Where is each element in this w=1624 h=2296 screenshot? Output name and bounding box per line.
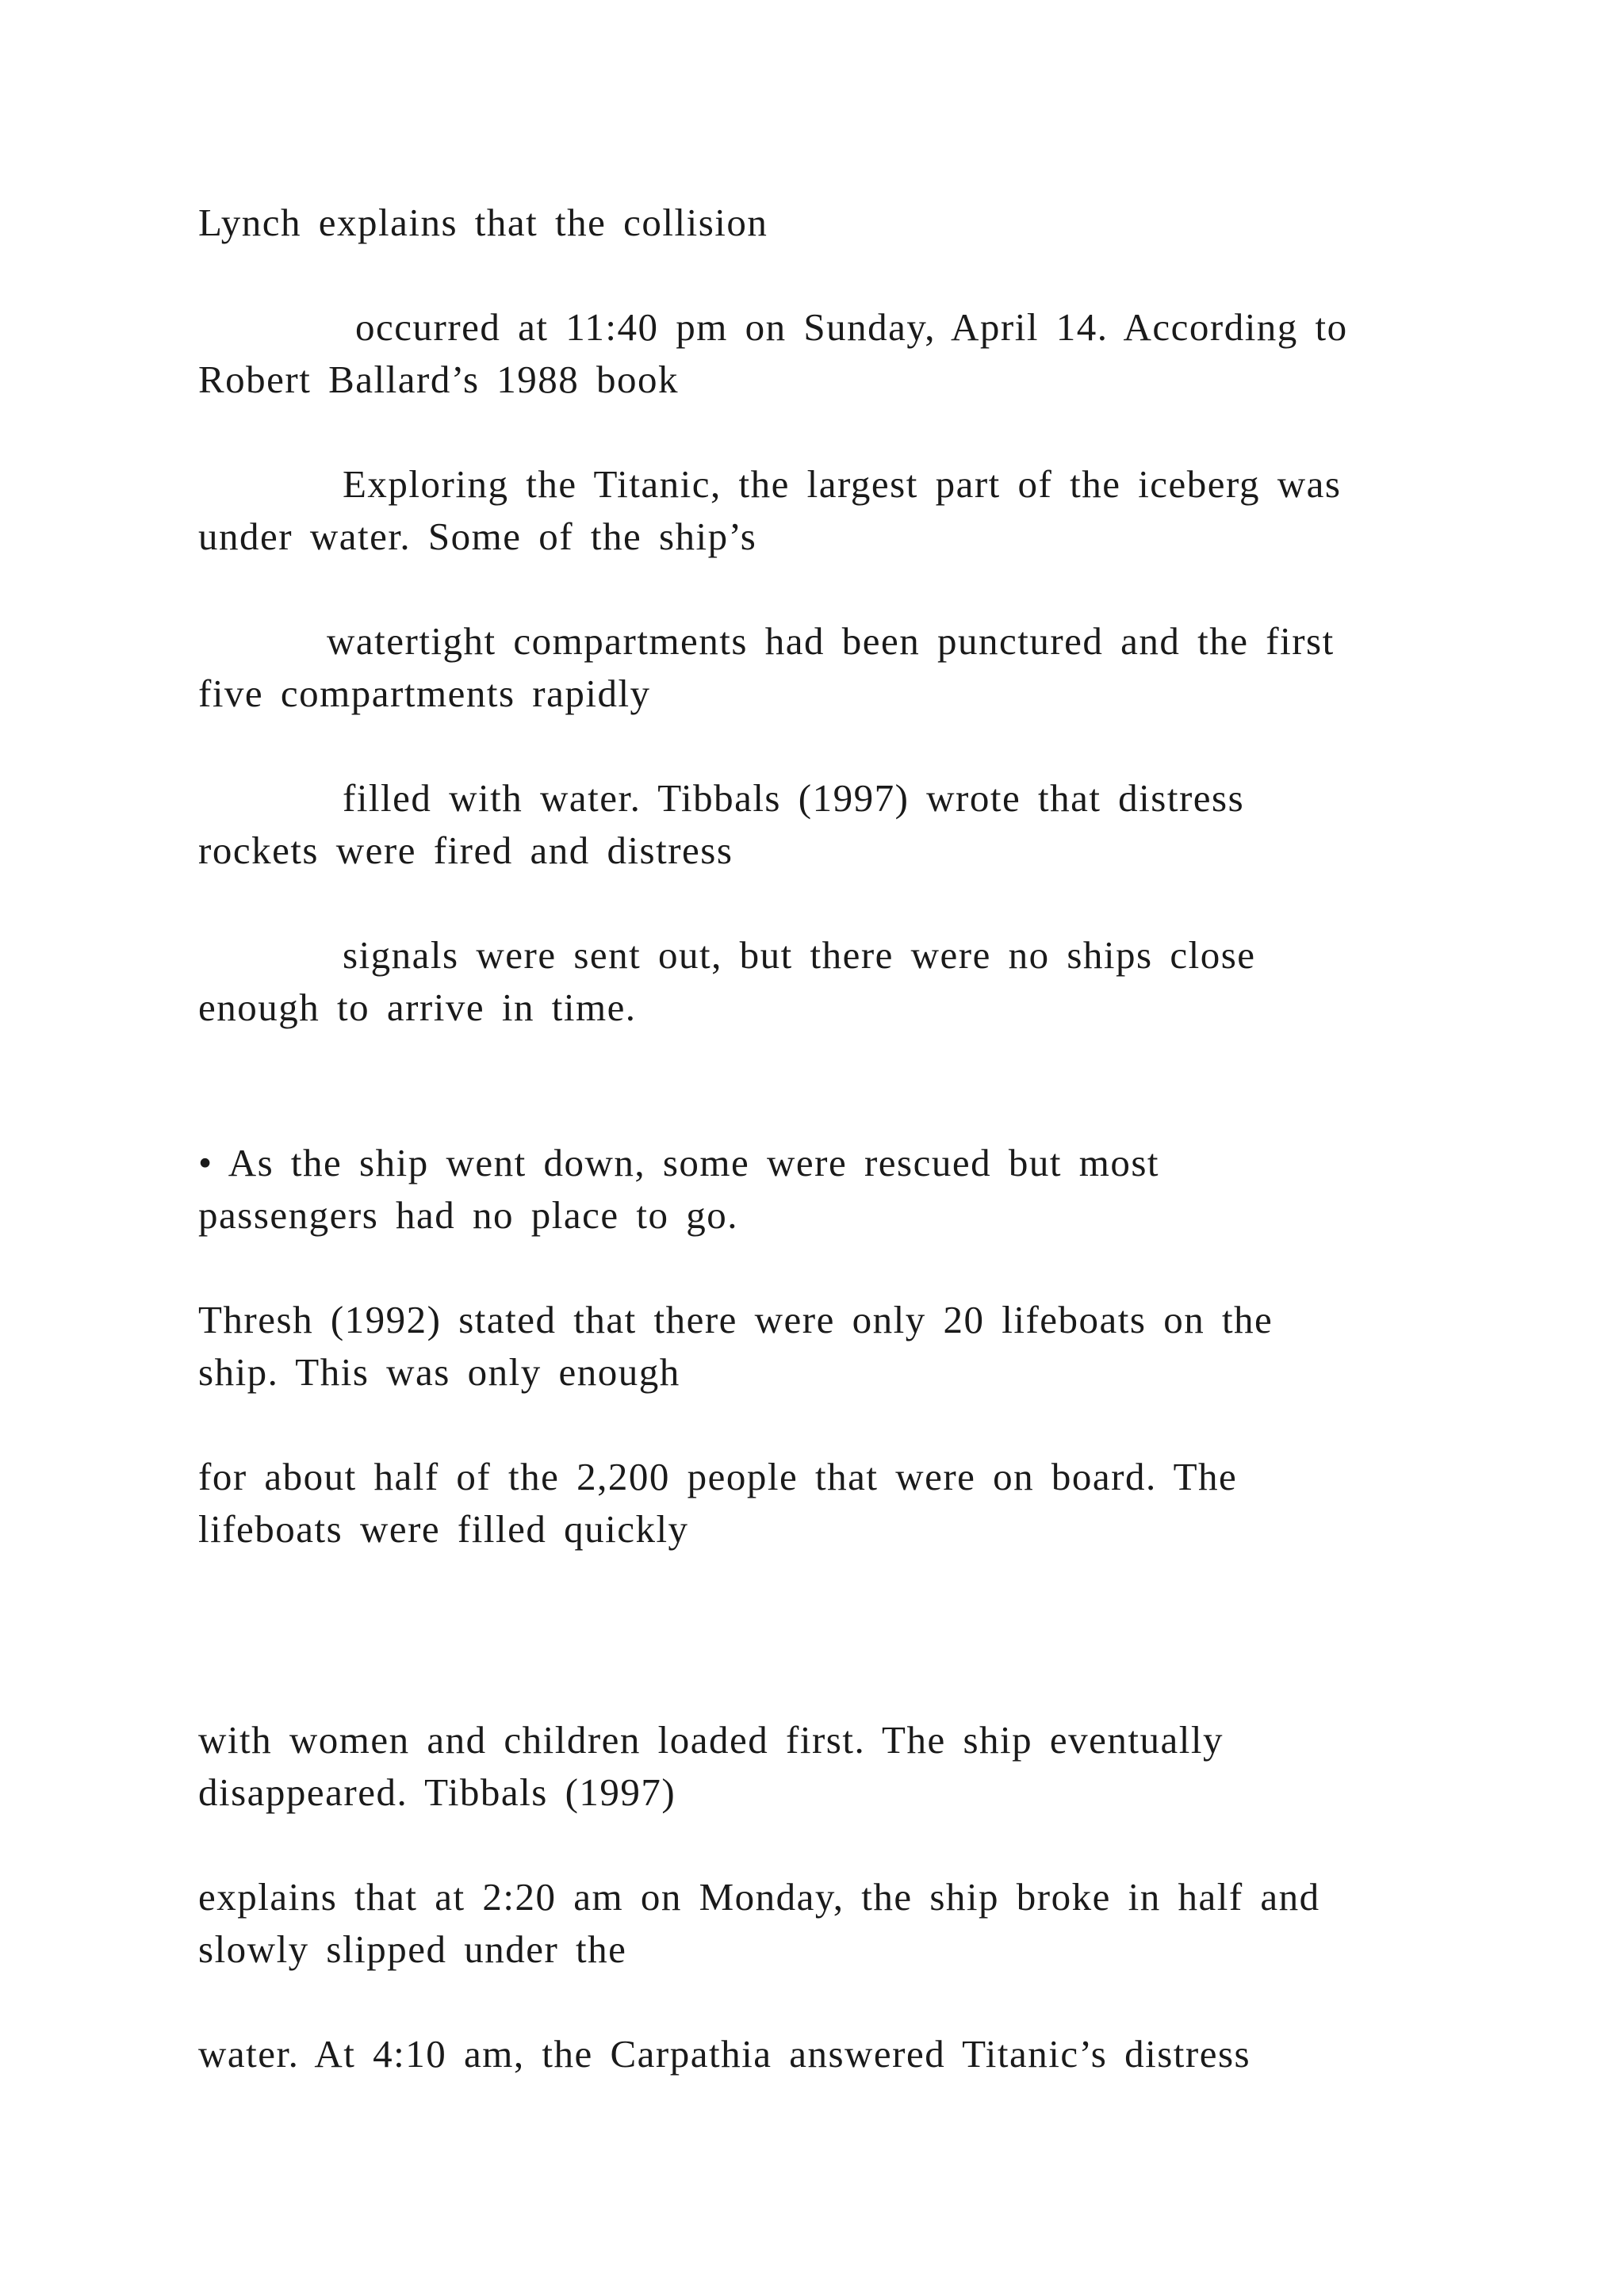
text-line: lifeboats were filled quickly [198,1507,689,1551]
text-line: passengers had no place to go. [198,1193,738,1237]
text-line: five compartments rapidly [198,672,651,715]
text-line: disappeared. Tibbals (1997) [198,1770,676,1814]
text-line: watertight compartments had been punctured and the first [327,619,1335,663]
text-line: enough to arrive in time. [198,985,637,1029]
text-line: rockets were fired and distress [198,828,733,872]
text-line: Robert Ballard’s 1988 book [198,358,680,401]
text-line: for about half of the 2,200 people that were on board. The [198,1455,1238,1498]
text-line: slowly slipped under the [198,1927,627,1971]
text-line: explains that at 2:20 am on Monday, the ship broke in half and [198,1875,1320,1919]
text-line: water. At 4:10 am, the Carpathia answered Titanic’s distress [198,2032,1251,2076]
text-line: Exploring the Titanic, the largest part of the iceberg was [343,462,1342,506]
text-line: ship. This was only enough [198,1350,680,1394]
text-line: with women and children loaded first. The ship eventually [198,1718,1224,1762]
text-line: filled with water. Tibbals (1997) wrote that distress [343,776,1245,820]
text-line: occurred at 11:40 pm on Sunday, April 14. According to [355,305,1348,349]
text-line: Thresh (1992) stated that there were only 20 lifeboats on the [198,1298,1274,1341]
text-line: under water. Some of the ship’s [198,515,757,558]
text-line: signals were sent out, but there were no ships close [343,933,1256,977]
text-line: Lynch explains that the collision [198,201,768,244]
bullet-item: • As the ship went down, some were rescued but most [198,1141,1160,1184]
